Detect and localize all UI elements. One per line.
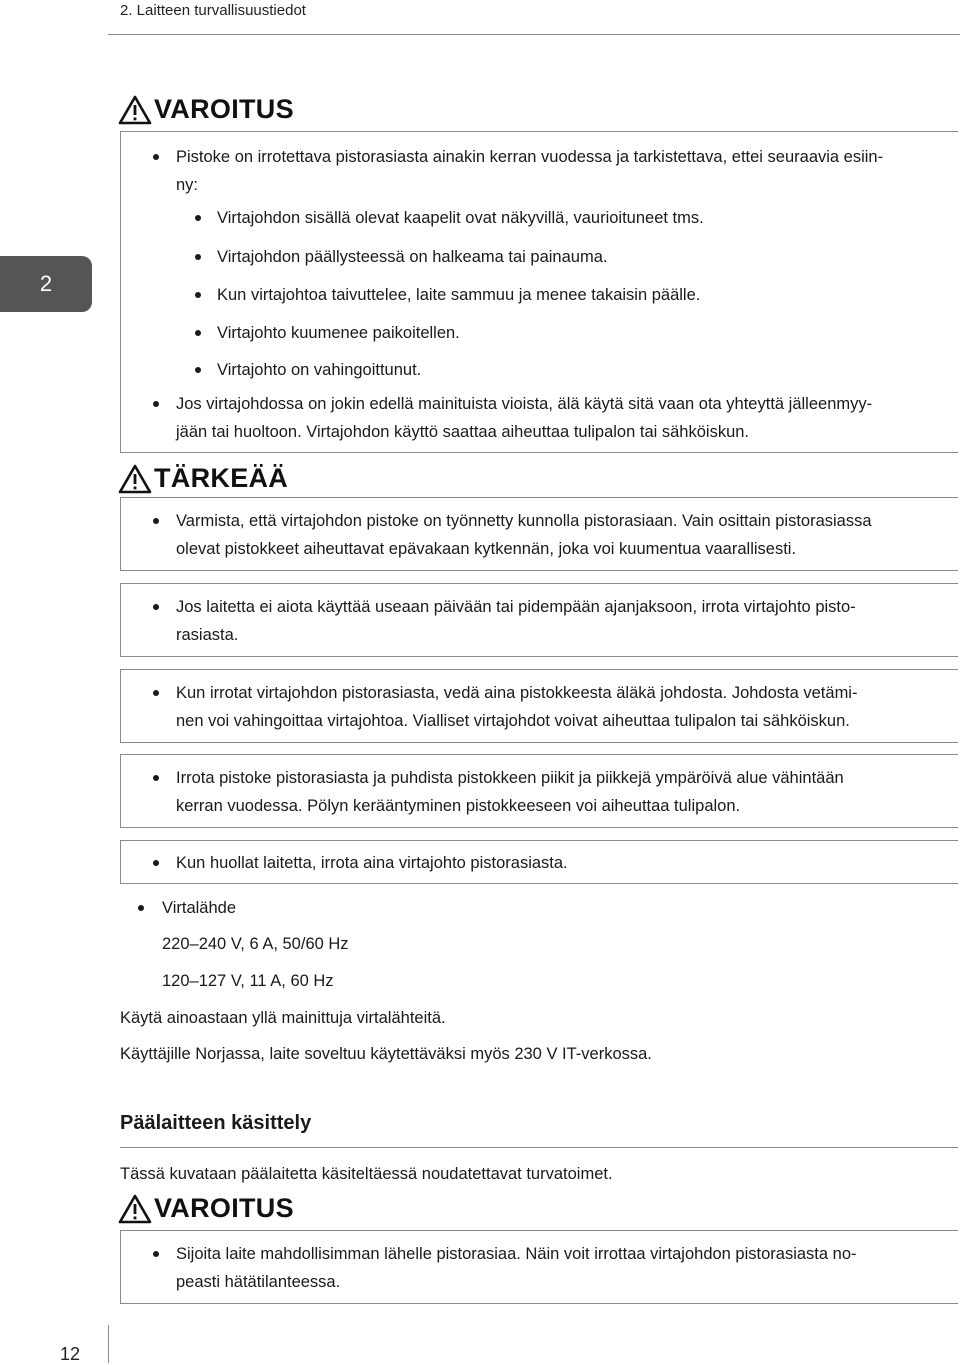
important-heading [118, 463, 288, 494]
important-title: TÄRKEÄÄ [154, 463, 289, 493]
bullet-icon [195, 367, 201, 373]
bullet-icon [153, 154, 159, 160]
sub-item: Virtajohdon päällysteessä on halkeama tai painauma. [217, 248, 608, 266]
sub-item: Virtajohto kuumenee paikoitellen. [217, 324, 460, 342]
footer-rule [108, 1325, 109, 1363]
sub-item: Virtajohdon sisällä olevat kaapelit ovat näkyvillä, vaurioituneet tms. [217, 209, 704, 227]
important-item-cont: kerran vuodessa. Pölyn kerääntyminen pistokkeeseen voi aiheuttaa tulipalon. [176, 797, 741, 815]
warning-item-cont: peasti hätätilanteessa. [176, 1273, 341, 1291]
section-title: Päälaitteen käsittely [120, 1112, 312, 1134]
important-item: Kun huollat laitetta, irrota aina virtajohto pistorasiasta. [176, 854, 568, 872]
warning-item-cont: jään tai huoltoon. Virtajohdon käyttö saattaa aiheuttaa tulipalon tai sähköiskun. [176, 423, 750, 441]
bullet-icon [153, 860, 159, 866]
important-item: Varmista, että virtajohdon pistoke on työnnetty kunnolla pistorasiaan. Vain osittain pistorasiassa [176, 512, 872, 530]
bullet-icon [153, 604, 159, 610]
important-item: Kun irrotat virtajohdon pistorasiasta, vedä aina pistokkeesta äläkä johdosta. Johdosta vetämi- [176, 684, 858, 702]
bullet-icon [195, 292, 201, 298]
bullet-icon [153, 775, 159, 781]
bullet-icon [153, 1251, 159, 1257]
warning-title: VAROITUS [154, 1193, 294, 1223]
power-note: Käyttäjille Norjassa, laite soveltuu käytettäväksi myös 230 V IT-verkossa. [120, 1045, 652, 1063]
section-intro: Tässä kuvataan päälaitetta käsiteltäessä noudatettavat turvatoimet. [120, 1165, 613, 1183]
important-item: Jos laitetta ei aiota käyttää useaan päivään tai pidempään ajanjaksoon, irrota virtajohto pisto- [176, 598, 856, 616]
important-item-cont: olevat pistokkeet aiheuttavat epävakaan kytkennän, joka voi kuumentua vaarallisesti. [176, 540, 797, 558]
important-item-cont: nen voi vahingoittaa virtajohtoa. Vialliset virtajohdot voivat aiheuttaa tulipalon tai sähköiskun. [176, 712, 850, 730]
power-spec: 220–240 V, 6 A, 50/60 Hz [162, 935, 349, 953]
warning-title: VAROITUS [154, 94, 294, 124]
warning-triangle-icon [118, 464, 152, 494]
page-number: 12 [60, 1344, 81, 1364]
bullet-icon [195, 254, 201, 260]
warning-triangle-icon [118, 1194, 152, 1224]
warning-item: Sijoita laite mahdollisimman lähelle pistorasiaa. Näin voit irrottaa virtajohdon pistorasiasta no- [176, 1245, 857, 1263]
warning-heading [118, 94, 294, 125]
section-rule [120, 1147, 958, 1148]
important-item: Irrota pistoke pistorasiasta ja puhdista pistokkeen piikit ja piikkejä ympäröivä alue vähintään [176, 769, 844, 787]
chapter-tab: 2 [0, 256, 92, 312]
power-spec: 120–127 V, 11 A, 60 Hz [162, 972, 334, 990]
warning-item: Pistoke on irrotettava pistorasiasta ainakin kerran vuodessa ja tarkistettava, ettei seuraavia esiin- [176, 148, 884, 166]
bullet-icon [138, 905, 144, 911]
warning-item: Jos virtajohdossa on jokin edellä mainituista vioista, älä käytä sitä vaan ota yhteyttä jälleenmyy- [176, 395, 873, 413]
bullet-icon [153, 690, 159, 696]
sub-item: Virtajohto on vahingoittunut. [217, 361, 422, 379]
bullet-icon [195, 215, 201, 221]
warning-triangle-icon [118, 95, 152, 125]
bullet-icon [153, 518, 159, 524]
important-item-cont: rasiasta. [176, 626, 239, 644]
bullet-icon [195, 330, 201, 336]
warning-heading [118, 1193, 294, 1224]
running-header: 2. Laitteen turvallisuustiedot [120, 2, 306, 19]
header-rule [108, 34, 960, 35]
sub-item: Kun virtajohtoa taivuttelee, laite sammuu ja menee takaisin päälle. [217, 286, 701, 304]
power-note: Käytä ainoastaan yllä mainittuja virtalähteitä. [120, 1009, 446, 1027]
warning-item-cont: ny: [176, 176, 199, 194]
power-label: Virtalähde [162, 899, 237, 917]
bullet-icon [153, 401, 159, 407]
